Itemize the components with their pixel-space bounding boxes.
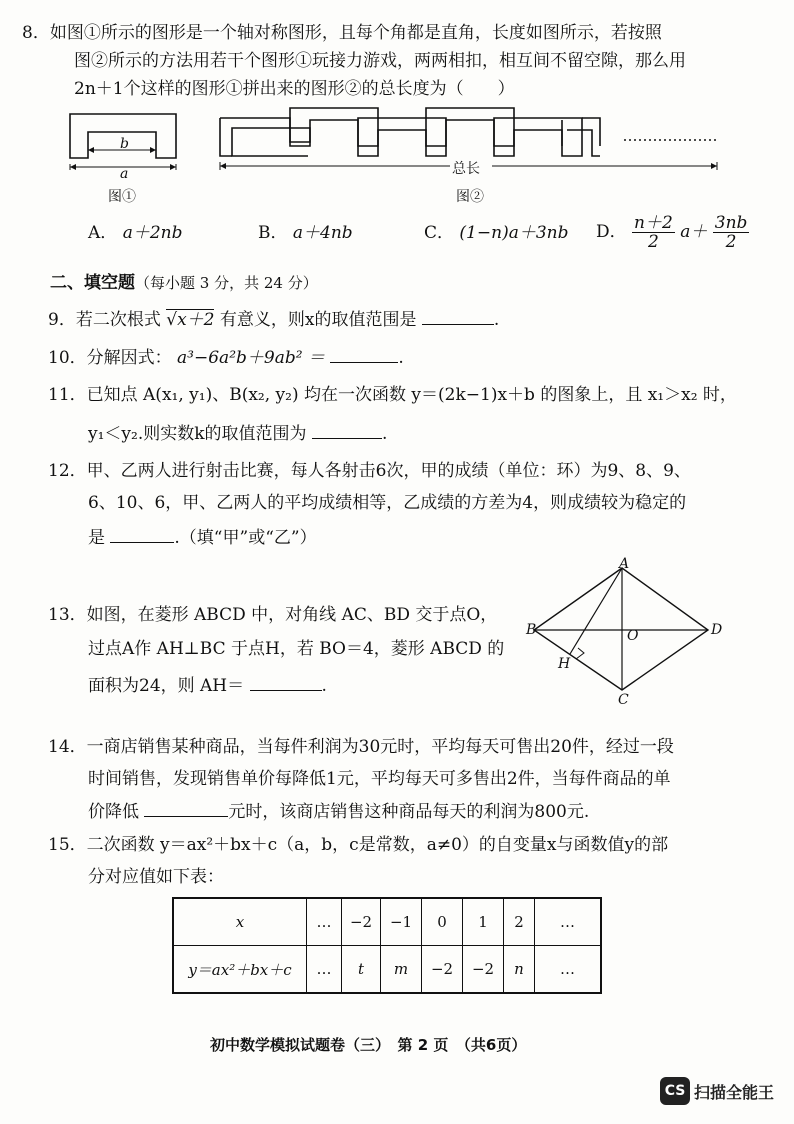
- table-row: [173, 898, 601, 946]
- q9-end: .: [493, 310, 500, 330]
- q14-line1: 14．一商店销售某种商品，当每件利润为30元时，平均每天可售出20件，经过一段: [48, 737, 674, 757]
- fig1-caption: 图①: [108, 189, 136, 205]
- label-d: D: [711, 622, 723, 638]
- q10-end: .: [398, 348, 404, 368]
- table-cell: …: [307, 898, 342, 946]
- fig2-label-total: 总长: [452, 161, 480, 177]
- fig1-label-a: a: [120, 166, 129, 182]
- table-cell: n: [504, 946, 535, 994]
- q10-answer-blank[interactable]: [330, 346, 398, 363]
- q12-line1: 12．甲、乙两人进行射击比赛，每人各射击6次，甲的成绩（单位：环）为9、8、9、: [48, 461, 691, 481]
- table-cell: x: [173, 898, 307, 946]
- q10-pre: 10．分解因式：: [48, 348, 172, 368]
- frac1-den: 2: [648, 232, 659, 252]
- table-row: [173, 946, 601, 994]
- table-cell: −2: [342, 898, 381, 946]
- camscanner-watermark-text: 扫描全能王: [694, 1083, 775, 1102]
- q13-answer-blank[interactable]: [250, 674, 322, 691]
- q13-line2: 过点A作 AH⊥BC 于点H，若 BO＝4，菱形 ABCD 的: [88, 639, 505, 659]
- table-cell: −2: [463, 946, 504, 994]
- option-a-text: a＋2nb: [122, 223, 183, 243]
- table-cell: t: [342, 946, 381, 994]
- q10-expr: a³−6a²b＋9ab² ＝: [177, 348, 325, 368]
- option-c-text: (1−n)a＋3nb: [459, 223, 569, 243]
- fig1-label-b: b: [120, 136, 129, 152]
- q8-option-c[interactable]: [424, 222, 568, 244]
- q9-answer-blank[interactable]: [422, 308, 494, 325]
- q9-pre: 9．若二次根式: [48, 310, 161, 330]
- frac2-num: 3nb: [714, 213, 748, 233]
- q14-line3-pre: 价降低: [88, 802, 139, 822]
- label-o: O: [627, 628, 639, 644]
- q8-line1: 8．如图①所示的图形是一个轴对称图形，且每个角都是直角，长度如图所示，若按照: [22, 23, 662, 43]
- q15-line1: 15．二次函数 y＝ax²＋bx＋c（a，b，c是常数，a≠0）的自变量x与函数值y的部: [48, 835, 669, 855]
- q14-line2: 时间销售，发现销售单价每降低1元，平均每天可多售出2件，当每件商品的单: [88, 769, 671, 789]
- option-b-text: a＋4nb: [292, 223, 353, 243]
- q14-answer-blank[interactable]: [144, 800, 228, 817]
- table-cell: 1: [463, 898, 504, 946]
- page-footer: 初中数学模拟试题卷（三） 第 2 页 （共6页）: [210, 1036, 527, 1054]
- q9-post: 有意义，则x的取值范围是: [219, 310, 417, 330]
- q11-line2-pre: y₁＜y₂.则实数k的取值范围为: [88, 424, 307, 444]
- q13-line1: 13．如图，在菱形 ABCD 中，对角线 AC、BD 交于点O，: [48, 605, 498, 625]
- q9: [48, 308, 499, 331]
- option-b-label: B．: [258, 223, 288, 243]
- table-cell: 2: [504, 898, 535, 946]
- table-cell: −1: [381, 898, 422, 946]
- q12-line3-post: .（填“甲”或“乙”）: [174, 528, 317, 548]
- table-cell: …: [535, 946, 602, 994]
- q13-line3-pre: 面积为24，则 AH＝: [88, 676, 245, 696]
- label-a: A: [619, 556, 630, 572]
- q15-line2: 分对应值如下表：: [88, 867, 224, 887]
- camscanner-logo-icon: CS: [660, 1077, 690, 1105]
- q12-line3-pre: 是: [88, 528, 105, 548]
- value-table: [172, 897, 602, 994]
- label-h: H: [558, 656, 571, 672]
- q11-line2: [88, 422, 387, 445]
- q13-line3: [88, 674, 327, 697]
- option-d-frac1: [632, 214, 675, 251]
- q11-end: .: [381, 424, 388, 444]
- option-d-label: D．: [596, 222, 627, 242]
- section-heading: [50, 272, 318, 294]
- q13-end: .: [321, 676, 327, 696]
- option-a-label: A．: [88, 223, 118, 243]
- table-cell: …: [535, 898, 602, 946]
- option-d-mid: a＋: [680, 222, 708, 242]
- table-cell: …: [307, 946, 342, 994]
- table-cell: 0: [422, 898, 463, 946]
- option-d-frac2: [713, 214, 750, 251]
- section-note: （每小题 3 分，共 24 分）: [135, 274, 318, 292]
- q8-line3: 2n＋1个这样的图形①拼出来的图形②的总长度为（ ）: [74, 79, 515, 99]
- q11-line1: 11．已知点 A(x₁, y₁)、B(x₂, y₂) 均在一次函数 y＝(2k−1)x＋b 的图象上，且 x₁＞x₂ 时，: [48, 385, 737, 405]
- q12-answer-blank[interactable]: [110, 526, 174, 543]
- table-cell: y＝ax²＋bx＋c: [173, 946, 307, 994]
- fig2-caption: 图②: [456, 189, 484, 205]
- table-cell: −2: [422, 946, 463, 994]
- frac1-num: n＋2: [634, 213, 673, 233]
- table-cell: m: [381, 946, 422, 994]
- q14-line3: [88, 800, 589, 823]
- section-title: 二、填空题: [50, 273, 135, 293]
- label-b: B: [526, 622, 537, 638]
- q12-line3: [88, 526, 317, 549]
- q14-line3-post: 元时，该商店销售这种商品每天的利润为800元.: [228, 802, 590, 822]
- label-c: C: [618, 692, 629, 708]
- q9-radical: √x＋2: [166, 310, 215, 330]
- q11-answer-blank[interactable]: [312, 422, 382, 439]
- q8-option-b[interactable]: [258, 222, 353, 244]
- q8-option-a[interactable]: [88, 222, 182, 244]
- q12-line2: 6、10、6，甲、乙两人的平均成绩相等，乙成绩的方差为4，则成绩较为稳定的: [88, 493, 687, 513]
- frac2-den: 2: [725, 232, 737, 252]
- option-c-label: C．: [424, 223, 455, 243]
- q10: [48, 346, 404, 369]
- q8-option-d[interactable]: [596, 212, 749, 252]
- q9-radicand: x＋2: [177, 310, 215, 330]
- rhombus-figure: [520, 554, 760, 714]
- q8-line2: 图②所示的方法用若干个图形①玩接力游戏，两两相扣，相互间不留空隙，那么用: [74, 51, 686, 71]
